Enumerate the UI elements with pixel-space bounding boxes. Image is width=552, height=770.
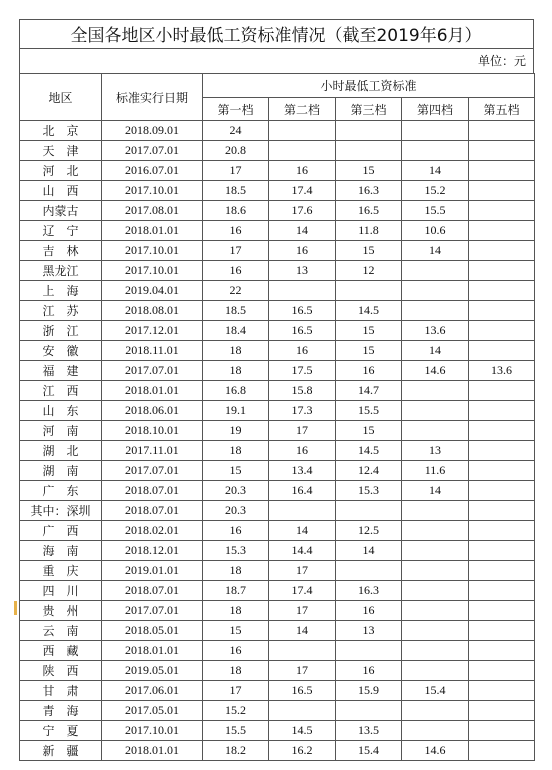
tier-1-cell: 16 [203,641,269,661]
tier-3-cell: 13 [336,621,402,641]
tier-3-cell: 16.5 [336,201,402,221]
tier-5-cell [469,741,535,761]
tier-5-cell [469,661,535,681]
tier-4-cell: 14 [402,161,469,181]
date-cell: 2018.01.01 [102,381,203,401]
table-row [20,481,535,501]
region-cell: 江 苏 [20,301,102,321]
tier-5-cell [469,701,535,721]
tier-1-cell: 18.5 [203,301,269,321]
tier-2-cell: 16.4 [269,481,336,501]
tier-5-cell [469,181,535,201]
tier-5-cell [469,721,535,741]
region-cell: 内蒙古 [20,201,102,221]
tier-4-cell [402,301,469,321]
table-row [20,661,535,681]
tier-1-cell: 17 [203,161,269,181]
date-cell: 2017.10.01 [102,261,203,281]
header-region: 地区 [20,74,102,121]
region-cell: 其中：深圳 [20,501,102,521]
title-left-rule [19,19,20,73]
table-row [20,341,535,361]
date-cell: 2017.12.01 [102,321,203,341]
tier-2-cell: 17.3 [269,401,336,421]
tier-1-cell: 15 [203,621,269,641]
tier-5-cell [469,461,535,481]
tier-2-cell: 17.4 [269,181,336,201]
date-cell: 2018.07.01 [102,581,203,601]
table-row [20,461,535,481]
tier-1-cell: 20.3 [203,501,269,521]
tier-1-cell: 18 [203,601,269,621]
table-row [20,561,535,581]
title-bottom-rule [19,48,533,49]
tier-2-cell: 16 [269,161,336,181]
tier-1-cell: 22 [203,281,269,301]
tier-5-cell [469,381,535,401]
tier-1-cell: 15.5 [203,721,269,741]
tier-4-cell: 14 [402,481,469,501]
wage-table [19,73,535,761]
title-top-rule [19,19,533,20]
tier-5-cell [469,301,535,321]
tier-1-cell: 16.8 [203,381,269,401]
tier-3-cell [336,121,402,141]
tier-3-cell: 16 [336,601,402,621]
table-row [20,701,535,721]
tier-5-cell [469,641,535,661]
page-title: 全国各地区小时最低工资标准情况（截至2019年6月） [70,26,482,46]
tier-4-cell: 14.6 [402,361,469,381]
table-row [20,141,535,161]
tier-5-cell [469,441,535,461]
tier-3-cell: 16 [336,661,402,681]
date-cell: 2017.07.01 [102,461,203,481]
date-cell: 2016.07.01 [102,161,203,181]
tier-1-cell: 18.7 [203,581,269,601]
tier-5-cell [469,141,535,161]
table-row [20,261,535,281]
tier-2-cell: 16.5 [269,301,336,321]
tier-2-cell: 16 [269,241,336,261]
tier-3-cell: 15.4 [336,741,402,761]
date-cell: 2018.07.01 [102,501,203,521]
tier-4-cell [402,621,469,641]
tier-1-cell: 15 [203,461,269,481]
tier-5-cell [469,341,535,361]
tier-3-cell: 16.3 [336,581,402,601]
region-cell: 山 东 [20,401,102,421]
tier-5-cell [469,401,535,421]
tier-3-cell: 12 [336,261,402,281]
tier-4-cell: 15.2 [402,181,469,201]
tier-3-cell: 16.3 [336,181,402,201]
table-row [20,381,535,401]
tier-5-cell [469,521,535,541]
date-cell: 2019.05.01 [102,661,203,681]
tier-3-cell [336,141,402,161]
header-tier-4: 第四档 [402,98,469,121]
table-body [20,121,535,761]
region-cell: 安 徽 [20,341,102,361]
tier-2-cell: 17.4 [269,581,336,601]
tier-1-cell: 24 [203,121,269,141]
tier-4-cell [402,121,469,141]
table-row [20,581,535,601]
date-cell: 2017.05.01 [102,701,203,721]
tier-4-cell: 11.6 [402,461,469,481]
table-row [20,161,535,181]
tier-2-cell: 16.2 [269,741,336,761]
tier-4-cell [402,381,469,401]
tier-4-cell: 14.6 [402,741,469,761]
tier-5-cell: 13.6 [469,361,535,381]
table-row [20,601,535,621]
region-cell: 重 庆 [20,561,102,581]
tier-4-cell [402,581,469,601]
tier-1-cell: 16 [203,221,269,241]
date-cell: 2017.07.01 [102,601,203,621]
tier-2-cell: 17 [269,601,336,621]
tier-3-cell [336,281,402,301]
table-row [20,681,535,701]
tier-2-cell: 16.5 [269,321,336,341]
date-cell: 2017.10.01 [102,181,203,201]
tier-2-cell: 14 [269,521,336,541]
tier-4-cell: 15.4 [402,681,469,701]
region-cell: 北 京 [20,121,102,141]
unit-label: 单位：元 [477,54,526,68]
tier-1-cell: 18 [203,561,269,581]
date-cell: 2017.08.01 [102,201,203,221]
tier-2-cell: 17 [269,661,336,681]
tier-1-cell: 19 [203,421,269,441]
table-row [20,201,535,221]
tier-1-cell: 17 [203,681,269,701]
tier-3-cell: 14.7 [336,381,402,401]
region-cell: 新 疆 [20,741,102,761]
tier-4-cell: 10.6 [402,221,469,241]
region-cell: 广 西 [20,521,102,541]
table-row [20,421,535,441]
date-cell: 2017.07.01 [102,361,203,381]
header-group: 小时最低工资标准 [203,74,535,98]
date-cell: 2019.01.01 [102,561,203,581]
tier-2-cell: 16.5 [269,681,336,701]
table-row [20,321,535,341]
tier-1-cell: 18 [203,661,269,681]
date-cell: 2018.01.01 [102,221,203,241]
date-cell: 2018.10.01 [102,421,203,441]
region-cell: 贵 州 [20,601,102,621]
tier-5-cell [469,321,535,341]
tier-5-cell [469,221,535,241]
tier-4-cell [402,541,469,561]
tier-4-cell [402,561,469,581]
tier-3-cell: 13.5 [336,721,402,741]
tier-1-cell: 18 [203,341,269,361]
tier-1-cell: 18.6 [203,201,269,221]
tier-2-cell: 17.5 [269,361,336,381]
date-cell: 2018.11.01 [102,341,203,361]
tier-4-cell [402,501,469,521]
tier-5-cell [469,241,535,261]
region-cell: 天 津 [20,141,102,161]
tier-3-cell: 15.9 [336,681,402,701]
tier-4-cell [402,141,469,161]
table-row [20,641,535,661]
tier-5-cell [469,501,535,521]
tier-3-cell: 12.5 [336,521,402,541]
tier-3-cell [336,561,402,581]
tier-1-cell: 18 [203,361,269,381]
tier-1-cell: 18.4 [203,321,269,341]
tier-5-cell [469,201,535,221]
region-cell: 云 南 [20,621,102,641]
tier-3-cell: 12.4 [336,461,402,481]
tier-3-cell: 14.5 [336,301,402,321]
region-cell: 四 川 [20,581,102,601]
selection-marker [14,601,17,615]
header-date: 标准实行日期 [102,74,203,121]
tier-1-cell: 20.8 [203,141,269,161]
table-row [20,521,535,541]
tier-2-cell [269,701,336,721]
region-cell: 辽 宁 [20,221,102,241]
region-cell: 河 南 [20,421,102,441]
tier-4-cell [402,401,469,421]
tier-3-cell: 15 [336,321,402,341]
region-cell: 江 西 [20,381,102,401]
date-cell: 2018.08.01 [102,301,203,321]
header-tier-5: 第五档 [469,98,535,121]
table-row [20,361,535,381]
tier-4-cell: 13.6 [402,321,469,341]
tier-2-cell: 17 [269,561,336,581]
date-cell: 2018.02.01 [102,521,203,541]
tier-2-cell [269,121,336,141]
tier-2-cell: 13.4 [269,461,336,481]
date-cell: 2019.04.01 [102,281,203,301]
tier-5-cell [469,421,535,441]
table-row [20,401,535,421]
tier-2-cell: 14.4 [269,541,336,561]
tier-1-cell: 15.2 [203,701,269,721]
region-cell: 黑龙江 [20,261,102,281]
tier-2-cell [269,501,336,521]
tier-1-cell: 17 [203,241,269,261]
region-cell: 西 藏 [20,641,102,661]
tier-3-cell: 11.8 [336,221,402,241]
tier-5-cell [469,161,535,181]
tier-5-cell [469,261,535,281]
table-row [20,221,535,241]
header-tier-3: 第三档 [336,98,402,121]
date-cell: 2017.10.01 [102,721,203,741]
tier-5-cell [469,581,535,601]
date-cell: 2018.07.01 [102,481,203,501]
tier-1-cell: 18.5 [203,181,269,201]
table-row [20,241,535,261]
table-row [20,721,535,741]
table-row [20,541,535,561]
region-cell: 陕 西 [20,661,102,681]
tier-4-cell [402,261,469,281]
table-row [20,281,535,301]
tier-3-cell [336,641,402,661]
tier-1-cell: 19.1 [203,401,269,421]
region-cell: 湖 北 [20,441,102,461]
tier-5-cell [469,561,535,581]
tier-3-cell: 15 [336,241,402,261]
date-cell: 2017.07.01 [102,141,203,161]
tier-4-cell: 14 [402,241,469,261]
tier-3-cell: 14 [336,541,402,561]
tier-3-cell: 16 [336,361,402,381]
region-cell: 广 东 [20,481,102,501]
tier-4-cell: 13 [402,441,469,461]
tier-4-cell [402,641,469,661]
date-cell: 2018.05.01 [102,621,203,641]
table-row [20,181,535,201]
table-row [20,121,535,141]
tier-2-cell [269,641,336,661]
tier-5-cell [469,541,535,561]
tier-2-cell: 17.6 [269,201,336,221]
date-cell: 2017.06.01 [102,681,203,701]
table-row [20,741,535,761]
tier-4-cell [402,421,469,441]
region-cell: 上 海 [20,281,102,301]
tier-5-cell [469,121,535,141]
region-cell: 吉 林 [20,241,102,261]
tier-2-cell [269,281,336,301]
tier-4-cell: 14 [402,341,469,361]
tier-1-cell: 20.3 [203,481,269,501]
tier-4-cell [402,721,469,741]
title-right-rule [533,19,534,73]
table-row [20,441,535,461]
region-cell: 甘 肃 [20,681,102,701]
tier-3-cell [336,701,402,721]
header-tier-1: 第一档 [203,98,269,121]
tier-4-cell [402,521,469,541]
tier-5-cell [469,481,535,501]
tier-2-cell: 14 [269,621,336,641]
region-cell: 宁 夏 [20,721,102,741]
date-cell: 2018.09.01 [102,121,203,141]
tier-4-cell [402,601,469,621]
date-cell: 2018.01.01 [102,641,203,661]
tier-3-cell: 15.3 [336,481,402,501]
tier-3-cell: 15 [336,421,402,441]
date-cell: 2017.11.01 [102,441,203,461]
tier-2-cell: 13 [269,261,336,281]
tier-3-cell: 15 [336,341,402,361]
tier-1-cell: 15.3 [203,541,269,561]
table-row [20,501,535,521]
table-row [20,301,535,321]
date-cell: 2018.01.01 [102,741,203,761]
header-tier-2: 第二档 [269,98,336,121]
date-cell: 2018.06.01 [102,401,203,421]
tier-1-cell: 16 [203,261,269,281]
tier-5-cell [469,621,535,641]
tier-3-cell: 15 [336,161,402,181]
tier-3-cell [336,501,402,521]
region-cell: 海 南 [20,541,102,561]
tier-4-cell [402,661,469,681]
tier-5-cell [469,281,535,301]
tier-3-cell: 15.5 [336,401,402,421]
tier-2-cell: 14 [269,221,336,241]
region-cell: 青 海 [20,701,102,721]
tier-2-cell: 16 [269,441,336,461]
region-cell: 湖 南 [20,461,102,481]
tier-3-cell: 14.5 [336,441,402,461]
tier-2-cell: 15.8 [269,381,336,401]
region-cell: 河 北 [20,161,102,181]
region-cell: 山 西 [20,181,102,201]
tier-2-cell: 16 [269,341,336,361]
tier-2-cell: 14.5 [269,721,336,741]
tier-1-cell: 18 [203,441,269,461]
tier-2-cell: 17 [269,421,336,441]
tier-1-cell: 18.2 [203,741,269,761]
date-cell: 2017.10.01 [102,241,203,261]
tier-5-cell [469,681,535,701]
region-cell: 浙 江 [20,321,102,341]
date-cell: 2018.12.01 [102,541,203,561]
table-row [20,621,535,641]
tier-4-cell: 15.5 [402,201,469,221]
region-cell: 福 建 [20,361,102,381]
tier-4-cell [402,701,469,721]
tier-1-cell: 16 [203,521,269,541]
tier-5-cell [469,601,535,621]
tier-4-cell [402,281,469,301]
tier-2-cell [269,141,336,161]
